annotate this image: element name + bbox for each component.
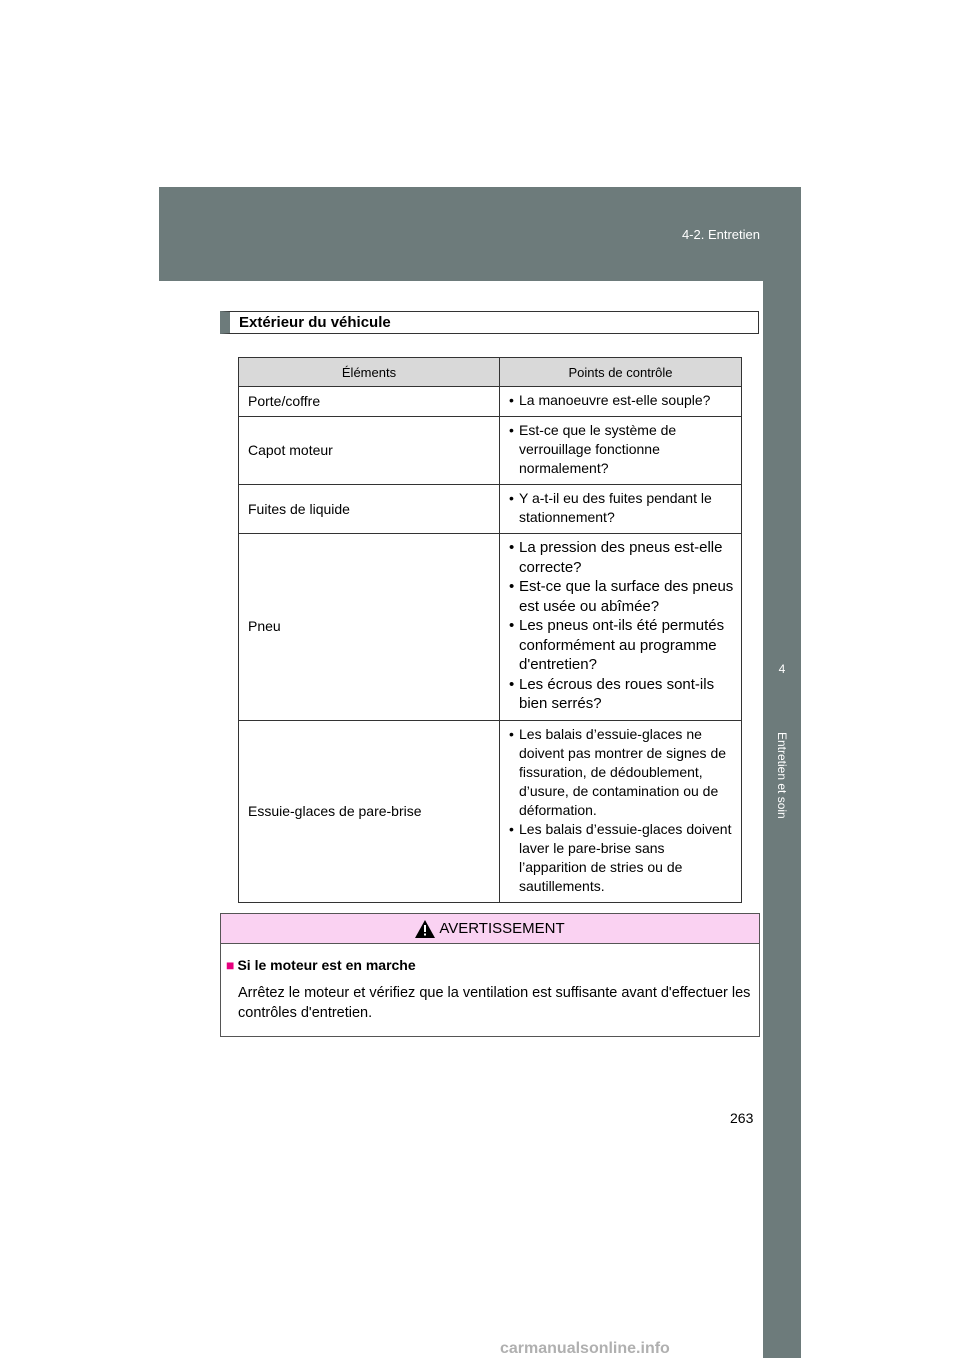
item-cell: Pneu: [239, 534, 500, 721]
table-row: [239, 534, 742, 721]
checkpoint-item: • Est-ce que la surface des pneus est usée ou abîmée?: [509, 577, 735, 616]
item-cell: Capot moteur: [239, 417, 500, 485]
header-checkpoints: Points de contrôle: [500, 358, 742, 387]
checkpoint-cell: [500, 485, 742, 534]
table-row: [239, 417, 742, 485]
checkpoint-item: • La pression des pneus est-elle correcte?: [509, 538, 735, 577]
page-number: 263: [730, 1110, 754, 1126]
item-cell: Fuites de liquide: [239, 485, 500, 534]
item-cell: Porte/coffre: [239, 387, 500, 417]
checkpoint-cell: [500, 534, 742, 721]
table-row: [239, 387, 742, 417]
checkpoint-item: • Les écrous des roues sont-ils bien serrés?: [509, 675, 735, 714]
checkpoint-item: • Les pneus ont-ils été permutés conformément au programme d'entretien?: [509, 616, 735, 675]
side-tab-top: [763, 281, 801, 643]
checkpoint-item: • La manoeuvre est-elle souple?: [509, 391, 735, 410]
warning-icon: [415, 920, 435, 938]
item-cell: Essuie-glaces de pare-brise: [239, 720, 500, 902]
table-row: [239, 485, 742, 534]
table-header-row: [239, 358, 742, 387]
checkpoint-item: • Les balais d’essuie-glaces doivent laver le pare-brise sans l’apparition de stries ou de sautillements.: [509, 820, 735, 896]
side-tab-label-wrap: [763, 700, 801, 850]
side-tab-number: 4: [763, 643, 801, 695]
square-bullet-icon: ■: [226, 957, 235, 973]
warning-condition: Si le moteur est en marche: [237, 957, 416, 973]
warning-header: [221, 914, 759, 944]
checkpoint-item: • Y a-t-il eu des fuites pendant le stationnement?: [509, 489, 735, 527]
warning-box: [220, 913, 760, 1037]
checkpoint-cell: [500, 720, 742, 902]
warning-condition-row: [226, 957, 416, 973]
watermark: carmanualsonline.info: [500, 1340, 670, 1357]
inspection-table: [238, 357, 742, 903]
checkpoint-item: • Est-ce que le système de verrouillage fonctionne normalement?: [509, 421, 735, 478]
side-tab-label: Entretien et soin: [775, 731, 789, 819]
checkpoint-cell: [500, 417, 742, 485]
checkpoint-item: • Les balais d’essuie-glaces ne doivent pas montrer de signes de fissuration, de dédoublement, d’usure, de contamination ou de déformation.: [509, 725, 735, 820]
warning-text: Arrêtez le moteur et vérifiez que la ventilation est suffisante avant d'effectuer les contrôles d'entretien.: [238, 985, 751, 1021]
header-items: Éléments: [239, 358, 500, 387]
checkpoint-cell: [500, 387, 742, 417]
warning-title: AVERTISSEMENT: [439, 920, 565, 937]
header-section-title: 4-2. Entretien: [681, 227, 760, 242]
header-band: [159, 187, 801, 281]
section-title: Extérieur du véhicule: [220, 311, 759, 334]
table-row: [239, 720, 742, 902]
